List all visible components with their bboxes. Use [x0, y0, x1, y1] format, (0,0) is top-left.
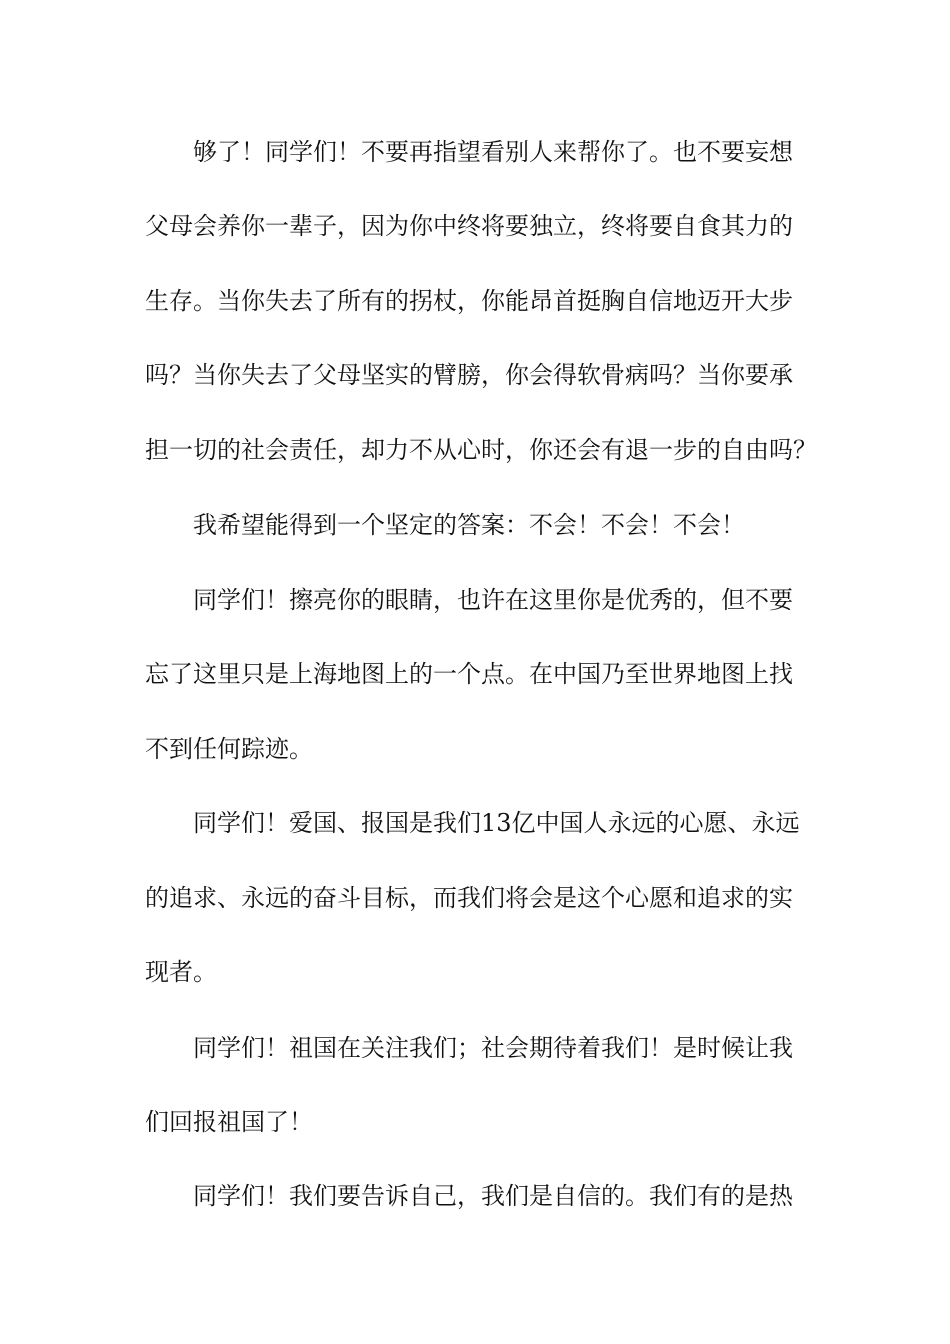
paragraph-line: 我希望能得到一个坚定的答案：不会！不会！不会！: [193, 511, 745, 539]
paragraph-line: 生存。当你失去了所有的拐杖，你能昂首挺胸自信地迈开大步: [145, 287, 793, 315]
paragraph-line: 同学们！爱国、报国是我们13亿中国人永远的心愿、永远: [193, 809, 800, 837]
paragraph-line: 吗？当你失去了父母坚实的臂膀，你会得软骨病吗？当你要承: [145, 361, 793, 389]
paragraph-line: 担一切的社会责任，却力不从心时，你还会有退一步的自由吗？: [145, 436, 817, 464]
paragraph-line: 的追求、永远的奋斗目标，而我们将会是这个心愿和追求的实: [145, 884, 793, 912]
paragraph-line: 够了！同学们！不要再指望看别人来帮你了。也不要妄想: [193, 138, 793, 166]
paragraph-line: 同学们！擦亮你的眼睛，也许在这里你是优秀的，但不要: [193, 586, 793, 614]
paragraph-line: 们回报祖国了！: [145, 1108, 313, 1136]
paragraph-line: 父母会养你一辈子，因为你中终将要独立，终将要自食其力的: [145, 212, 793, 240]
paragraph-line: 现者。: [145, 958, 217, 986]
paragraph-line: 同学们！我们要告诉自己，我们是自信的。我们有的是热: [193, 1182, 793, 1210]
paragraph-line: 同学们！祖国在关注我们；社会期待着我们！是时候让我: [193, 1034, 793, 1062]
paragraph-line: 忘了这里只是上海地图上的一个点。在中国乃至世界地图上找: [145, 660, 793, 688]
paragraph-line: 不到任何踪迹。: [145, 735, 313, 763]
